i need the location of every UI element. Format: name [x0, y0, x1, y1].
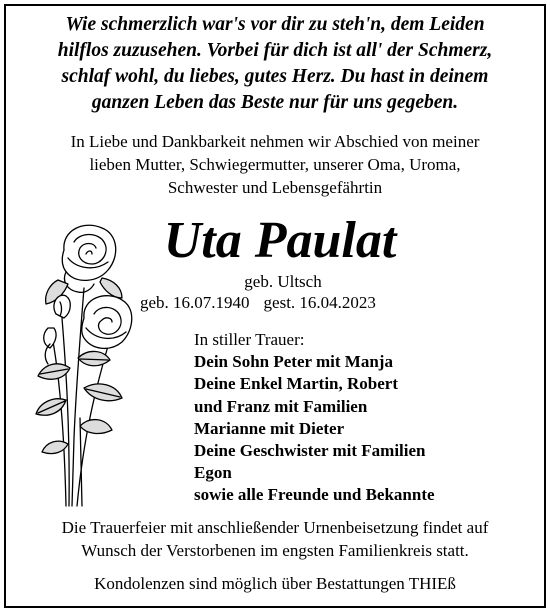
mourner-line: sowie alle Freunde und Bekannte	[194, 485, 435, 505]
ceremony-line: Die Trauerfeier mit anschließender Urnenbeisetzung findet auf	[61, 518, 489, 537]
mourners-list	[194, 351, 435, 506]
mourners-block	[194, 329, 435, 507]
mourner-line: und Franz mit Familien	[194, 396, 368, 416]
mourners-lead: In stiller Trauer:	[194, 330, 305, 349]
intro-line: In Liebe und Dankbarkeit nehmen wir Abschied von meiner	[70, 132, 480, 151]
poem-line: Wie schmerzlich war's vor dir zu steh'n, dem Leiden	[65, 14, 485, 35]
condolences-note: Kondolenzen sind möglich über Bestattungen THIEß	[94, 574, 456, 593]
death-date: gest. 16.04.2023	[263, 293, 376, 312]
poem-line: hilflos zuzusehen. Vorbei für dich ist all' der Schmerz,	[57, 40, 493, 61]
mourner-line: Deine Geschwister mit Familien	[194, 441, 426, 461]
deceased-name: Uta Paulat	[163, 212, 397, 269]
birth-name: geb. Ultsch	[244, 272, 322, 291]
rose-bouquet-icon	[22, 218, 140, 508]
ceremony-line: Wunsch der Verstorbenen im engsten Familienkreis statt.	[81, 541, 469, 560]
mourner-line: Marianne mit Dieter	[194, 418, 345, 438]
mourner-line: Egon	[194, 463, 232, 483]
mourner-line: Deine Enkel Martin, Robert	[194, 374, 398, 394]
intro-line: Schwester und Lebensgefährtin	[167, 178, 383, 197]
poem-line: schlaf wohl, du liebes, gutes Herz. Du hast in deinem	[61, 66, 489, 87]
ceremony-notice	[0, 516, 550, 562]
life-dates	[140, 292, 440, 314]
intro-line: lieben Mutter, Schwiegermutter, unserer Oma, Uroma,	[89, 155, 461, 174]
farewell-intro	[0, 130, 550, 199]
birth-date: geb. 16.07.1940	[140, 293, 250, 312]
memorial-poem	[0, 12, 550, 116]
mourner-line: Dein Sohn Peter mit Manja	[194, 352, 393, 372]
poem-line: ganzen Leben das Beste nur für uns gegeben.	[91, 92, 459, 113]
